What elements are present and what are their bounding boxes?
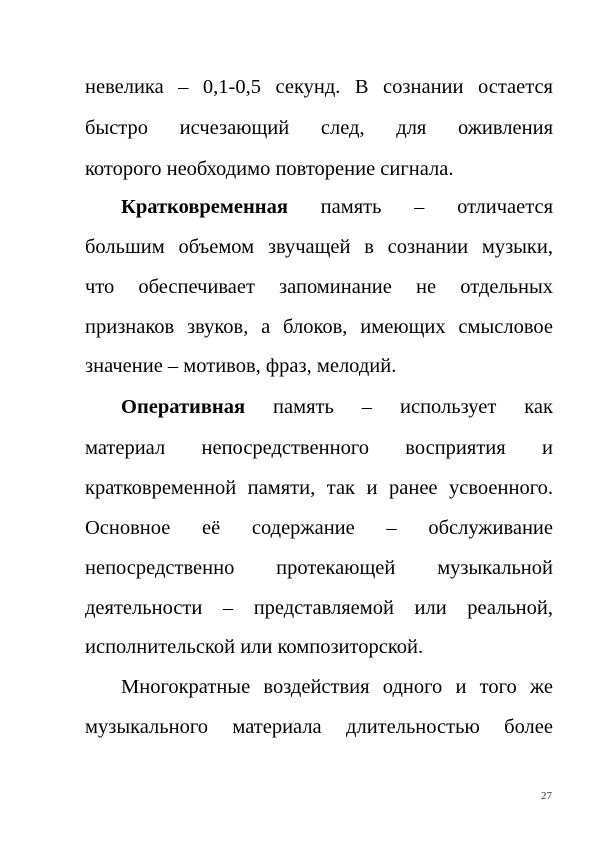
paragraph-3-line-7: исполнительской или композиторской. [85, 636, 424, 658]
paragraph-1-line-1: невелика – 0,1-0,5 секунд. В сознании остается [85, 76, 553, 98]
paragraph-2-line-3: что обеспечивает запоминание не отдельных [85, 276, 553, 298]
paragraph-3-line-4: Основное её содержание – обслуживание [85, 517, 553, 539]
paragraph-2-line-4: признаков звуков, а блоков, имеющих смысловое [85, 316, 553, 338]
paragraph-2-line-2: большим объемом звучащей в сознании музыки, [85, 236, 553, 258]
paragraph-2-line-5: значение – мотивов, фраз, мелодий. [85, 355, 397, 377]
paragraph-2-line-1 [121, 193, 553, 221]
paragraph-3-line-5: непосредственно протекающей музыкальной [85, 557, 553, 579]
term-short-term-memory: Кратковременная [121, 196, 288, 218]
paragraph-3-line-6: деятельности – представляемой или реальной, [85, 597, 553, 619]
paragraph-1-line-3: которого необходимо повторение сигнала. [85, 158, 454, 180]
paragraph-3-line-3: кратковременной памяти, так и ранее усвоенного. [85, 477, 553, 499]
paragraph-3-line-1-rest: память – использует как [245, 396, 553, 418]
term-operative-memory: Оперативная [121, 396, 246, 418]
page-number: 27 [541, 790, 552, 802]
paragraph-1-line-2: быстро исчезающий след, для оживления [85, 117, 553, 139]
paragraph-2-line-1-rest: память – отличается [287, 196, 553, 218]
paragraph-4-line-2: музыкального материала длительностью более [85, 716, 553, 738]
paragraph-4-line-1: Многократные воздействия одного и того же [121, 676, 553, 698]
paragraph-3-line-2: материал непосредственного восприятия и [85, 437, 553, 459]
paragraph-3-line-1 [121, 393, 553, 421]
